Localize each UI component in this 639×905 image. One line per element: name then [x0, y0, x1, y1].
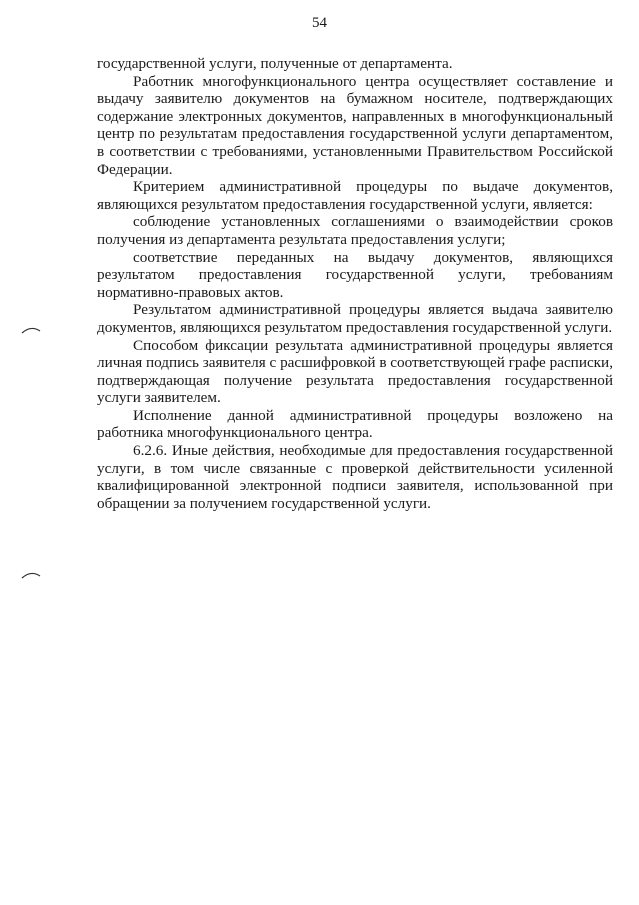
paragraph-compliance: соответствие переданных на выдачу документов, являющихся результатом предоставления государственной услуги, требованиям нормативно-правовых актов.: [97, 248, 613, 301]
paragraph-result: Результатом административной процедуры является выдача заявителю документов, являющихся результатом предоставления государственной услуги.: [97, 301, 613, 336]
document-body: [97, 55, 613, 512]
paragraph-fixation: Способом фиксации результата административной процедуры является личная подпись заявителя с расшифровкой в соответствующей графе расписки, подтверждающая получение результата предоставления государственной услуги заявителем.: [97, 336, 613, 407]
page-number: 54: [312, 15, 327, 31]
paragraph-criterion: Критерием административной процедуры по выдаче документов, являющихся результатом предоставления государственной услуги, является:: [97, 178, 613, 213]
paragraph-mfc-documents: Работник многофункционального центра осуществляет составление и выдачу заявителю документов на бумажном носителе, подтверждающих содержание электронных документов, направленных в многофункциональный центр по результатам предоставления государственной услуги департаментом, в соответствии с требованиями, установленными Правительством Российской Федерации.: [97, 72, 613, 178]
paragraph-execution: Исполнение данной административной процедуры возложено на работника многофункционального центра.: [97, 406, 613, 442]
paragraph-deadlines: соблюдение установленных соглашениями о взаимодействии сроков получения из департамента результата предоставления услуги;: [97, 213, 613, 248]
binder-hole-mark: [21, 326, 41, 334]
paragraph-other-actions: 6.2.6. Иные действия, необходимые для предоставления государственной услуги, в том числе связанные с проверкой действительности усиленной квалифицированной электронной подписи заявителя, использованной при обращении за получением государственной услуги.: [97, 442, 613, 512]
paragraph-continuation: государственной услуги, полученные от департамента.: [97, 55, 453, 72]
binder-hole-mark: [21, 571, 41, 579]
